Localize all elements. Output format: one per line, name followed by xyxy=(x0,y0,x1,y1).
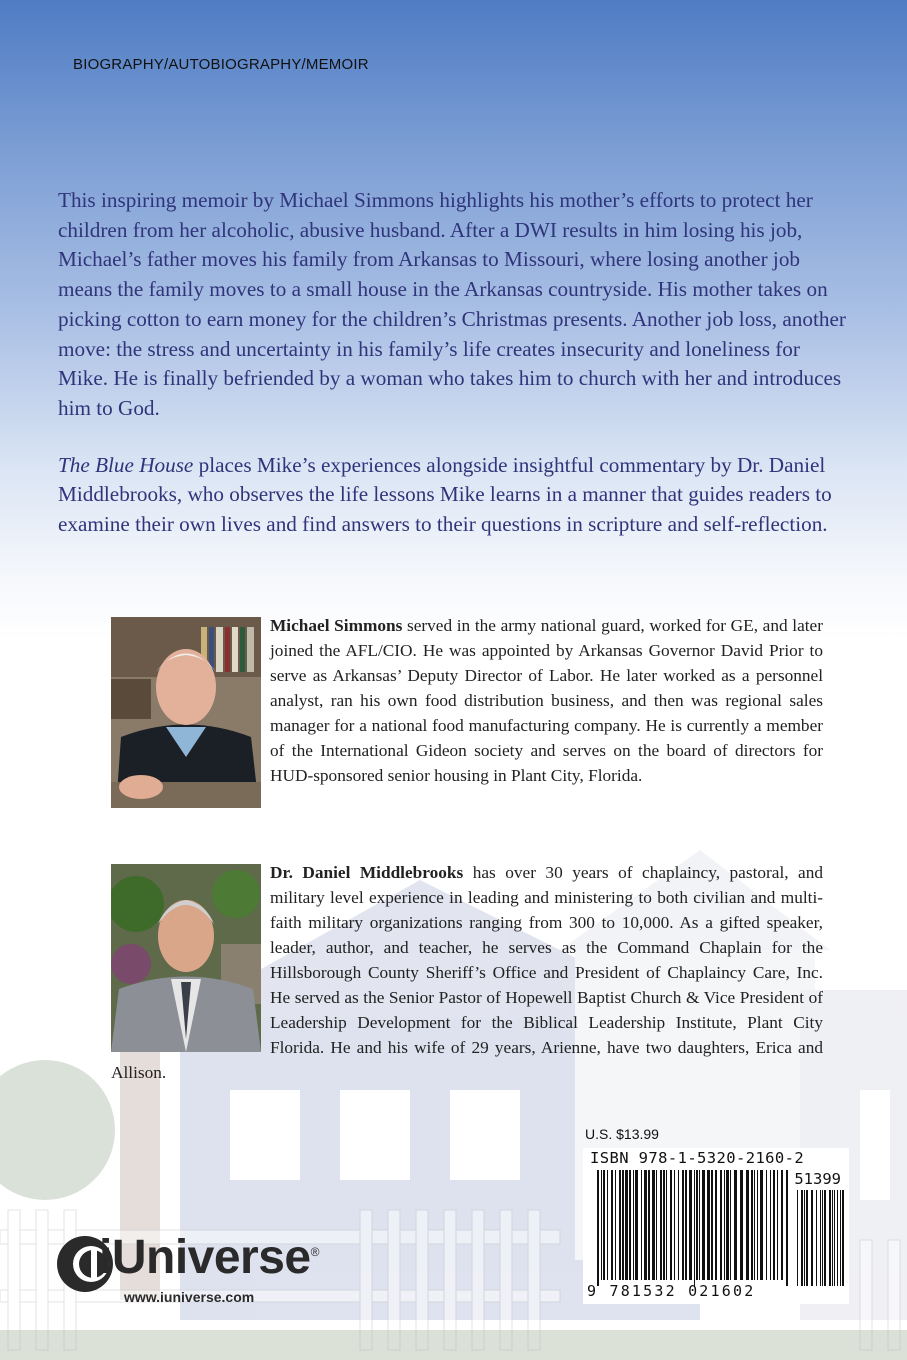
blurb-paragraph-2-text: places Mike’s experiences alongside insightful commentary by Dr. Daniel Middlebrooks, who observes the life lessons Mike learns in a manner that guides readers to examine their own lives and find answers to their questions in scripture and self-reflection. xyxy=(58,452,832,537)
barcode-bars xyxy=(583,1148,849,1304)
price-code: 51399 xyxy=(794,1170,841,1188)
author-bio-text-daniel-middlebrooks: has over 30 years of chaplaincy, pastoral, and military level experience in leading and ministering to both civilian and multi-faith military organizations ranging from 300 to 10,000. As a gifted speaker, leader, author, and teacher, he serves as the Command Chaplain for the Hillsborough County Sheriff’s Office and President of Chaplaincy Care, Inc. He served as the Senior Pastor of Hopewell Baptist Church & Vice President of Leadership Development for the Biblical Leadership Institute, Plant City Florida. He and his wife of 29 years, Arienne, have two daughters, Erica and Allison. xyxy=(111,863,823,1082)
publisher-name-text: iUniverse xyxy=(99,1231,311,1284)
author-name-daniel-middlebrooks: Dr. Daniel Middlebrooks xyxy=(270,863,464,882)
author-bio-michael-simmons xyxy=(111,613,823,808)
category-label: BIOGRAPHY/AUTOBIOGRAPHY/MEMOIR xyxy=(73,56,369,73)
registered-mark: ® xyxy=(310,1245,319,1259)
isbn-barcode xyxy=(583,1148,849,1304)
publisher-name xyxy=(99,1230,319,1285)
blurb-paragraph-2 xyxy=(58,451,850,540)
publisher-logo xyxy=(55,1232,365,1306)
book-blurb xyxy=(58,186,850,567)
isbn-number: ISBN 978-1-5320-2160-2 xyxy=(590,1149,805,1167)
barcode-digits: 9 781532 021602 xyxy=(587,1282,756,1300)
price-label: U.S. $13.99 xyxy=(585,1126,659,1142)
author-photo-daniel-middlebrooks xyxy=(111,864,261,1052)
blurb-paragraph-1: This inspiring memoir by Michael Simmons highlights his mother’s efforts to protect her children from her alcoholic, abusive husband. After a DWI results in him losing his job, Michael’s father moves his family from Arkansas to Missouri, where losing another job means the family moves to a small house in the Arkansas countryside. His mother takes on picking cotton to earn money for the children’s Christmas presents. Another job loss, another move: the stress and uncertainty in his family’s life creates insecurity and loneliness for Mike. He is finally befriended by a woman who takes him to church with her and introduces him to God. xyxy=(58,188,846,420)
author-photo-michael-simmons xyxy=(111,617,261,808)
author-name-michael-simmons: Michael Simmons xyxy=(270,616,403,635)
author-bio-daniel-middlebrooks xyxy=(111,860,823,1085)
publisher-url: www.iuniverse.com xyxy=(124,1289,255,1305)
author-bio-text-michael-simmons: served in the army national guard, worked for GE, and later joined the AFL/CIO. He was appointed by Arkansas Governor David Prior to serve as Arkansas’ Deputy Director of Labor. He later worked as a personnel analyst, ran his own food distribution business, and then was regional sales manager for a national food manufacturing company. He is currently a member of the International Gideon society and serves on the board of directors for HUD-sponsored senior housing in Plant City, Florida. xyxy=(270,616,823,785)
book-title: The Blue House xyxy=(58,452,194,477)
